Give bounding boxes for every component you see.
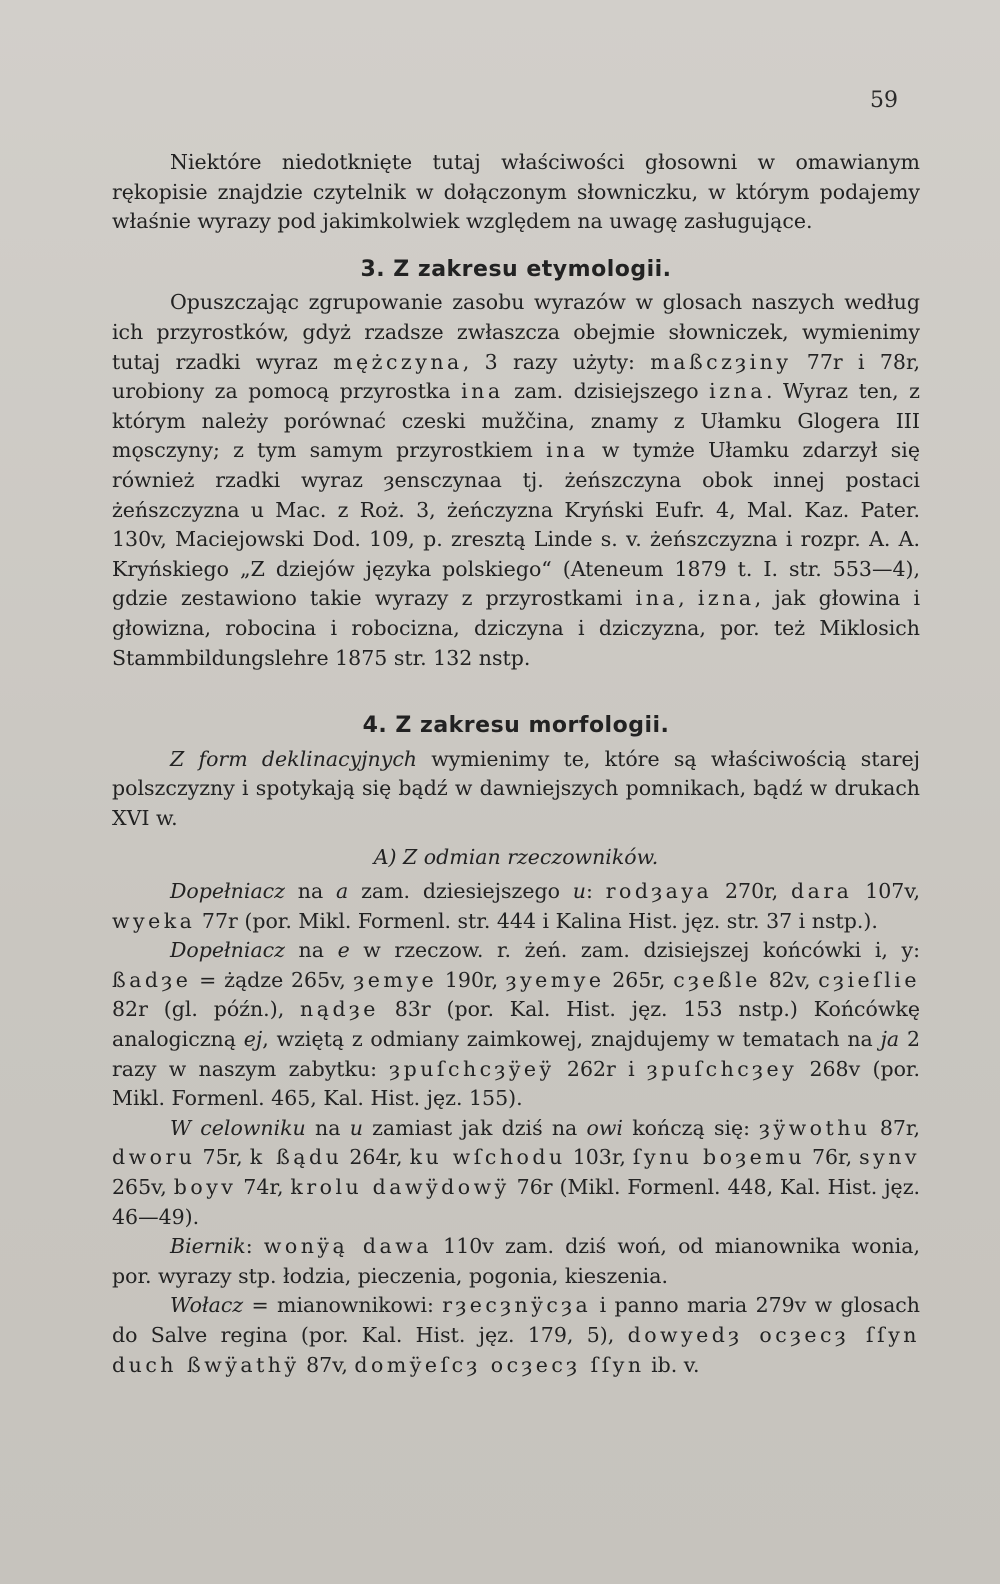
text-span: . Wyraz ten, z którym należy porównać czeski mužčina, znamy z Ułamku Glogera III mǫsczyny; z tym samym przyrostkiem [112,379,920,463]
page-number: 59 [870,88,898,113]
subheading-nouns: A) Z odmian rzeczowników. [373,845,659,870]
text-span: rȝecȝnÿcȝa [442,1293,592,1318]
text-span: = mianownikowi: [243,1293,443,1318]
paragraph-morphology [112,745,920,834]
text-span: 74r, [236,1175,291,1199]
text-span: 82v, [760,967,819,992]
text-span: kończą się: [622,1115,760,1140]
text-span: ȝyemye [505,967,605,992]
paragraph-genitive-a [112,877,920,936]
paragraph-etymology [112,288,920,673]
text-span: na [305,1115,350,1140]
section-heading-morphology: 4. Z zakresu morfologii. [362,713,670,739]
text-span: ku wſchodu [409,1145,566,1170]
text-span: 103r, [565,1145,633,1170]
text-span: ej [243,1027,263,1052]
text-span: 87r, [870,1115,921,1140]
text-span: maßczȝiny [650,349,792,374]
text-span: 270r, [712,879,792,904]
text-span: 77r (por. Mikl. Formenl. str. 444 i Kalina Hist. jęz. str. 37 i nstp.). [195,908,878,933]
text-span: izna [697,586,755,611]
text-span: ina [635,586,679,611]
text-span: u [349,1115,363,1140]
text-span: Dopełniacz [170,938,285,963]
paragraph-intro: Niektóre niedotknięte tutaj właściwości głosowni w omawianym rękopisie znajdzie czytelnik w dołączonym słowniczku, w którym podajemy właśnie wyrazy pod jakimkolwiek względem na uwagę zasługujące. [112,150,920,234]
text-span: boyv [173,1175,237,1199]
text-span: 107v, [852,879,920,904]
text-span: ib. v. [644,1352,700,1377]
text-span: , 3 razy użyty: [462,349,651,374]
text-span: 77r i 78r, urobiony za pomocą przyrostka [112,349,921,404]
text-span: W celowniku [170,1115,306,1140]
text-span: u [572,879,586,904]
text-span: owi [586,1115,623,1140]
text-span: Biernik [170,1234,246,1259]
text-span: 190r, [437,967,506,992]
text-span: na [284,938,338,963]
paragraph-dative [112,1114,920,1232]
text-span: ſynu boȝemu [632,1145,805,1170]
paragraph-genitive-e [112,936,920,1114]
text-span: 110v zam. dziś woń, od mianownika wonia, por. wyrazy stp. łodzia, pieczenia, pogonia, kieszenia. [112,1234,920,1288]
text-span: domÿeſcȝ ocȝecȝ ſſyn [354,1352,645,1377]
text-span: dowyedȝ ocȝecȝ ſſyn duch ßwÿathÿ [112,1322,920,1377]
text-span: 87v, [299,1352,355,1377]
text-span: i panno maria 279v w glosach do Salve regina (por. Kal. Hist. jęz. 179, 5), [112,1293,920,1347]
text-span: 2 razy w naszym zabytku: [112,1027,920,1081]
text-span: 76r, [804,1145,860,1170]
text-span: izna [709,379,766,404]
text-span: wyeka [112,908,196,933]
text-span: mężczyna [333,349,463,374]
text-span: wonÿą dawa [263,1234,432,1259]
paragraph-vocative [112,1291,920,1380]
text-span: Opuszczając zgrupowanie zasobu wyrazów w glosach naszych według ich przyrostków, gdyż rzadsze zwłaszcza obejmie słowniczek, wymienimy tutaj rzadki wyraz [112,290,920,374]
text-span: a [336,879,349,904]
text-span: synv [859,1145,920,1170]
text-span: ßadȝe [112,967,192,992]
text-span: ȝpuſchcȝey [647,1056,798,1081]
text-span: ȝemye [353,967,438,992]
text-span: 262r i [554,1056,647,1081]
text-span: Dopełniacz [170,879,285,904]
text-span: dworu [112,1145,196,1170]
text-span: zam. dziesiejszego [348,879,573,904]
text-span: Wołacz [170,1293,244,1318]
text-span: 268v (por. Mikl. Formenl. 465, Kal. Hist. jęz. 155). [112,1056,920,1111]
text-span: krolu dawÿdowÿ [290,1175,510,1199]
text-span: , wziętą z odmiany zaimkowej, znajdujemy w tematach na [262,1027,881,1052]
text-span: rodȝaya [605,879,713,904]
text-span: zamiast jak dziś na [362,1115,587,1140]
text-span: w tymże Ułamku zdarzył się również rzadki wyraz ȝensczynaa tj. żeńszczyna obok innej postaci żeńszczyzna u Mac. z Roż. 3, żeńczyzna Kryński Eufr. 4, Mal. Kaz. Pater. 130v, Maciejowski Dod. 109, p. zresztą Linde s. v. żeńszczyzna i rozpr. A. A. Kryńskiego „Z dziejów języka polskiego“ (Ateneum 1879 t. I. str. 553—4), gdzie zestawiono takie wyrazy z przyrostkami [112,438,920,611]
text-span: ina [546,438,589,463]
section-heading-etymology: 3. Z zakresu etymologii. [360,256,672,282]
text-span: cȝeßle [673,967,761,992]
text-span: zam. dzisiejszego [503,379,710,404]
text-span: wymienimy te, które są właściwością starej polszczyzny i spotykają się bądź w dawniejszych pomnikach, bądź w drukach XVI w. [112,746,921,830]
text-span: 83r (por. Kal. Hist. jęz. 153 nstp.) Końcówkę analogiczną [112,997,920,1052]
paragraph-accusative [112,1232,920,1291]
text-span: dara [791,879,853,904]
text-span: : [585,879,606,904]
text-span: cȝieſlie [818,967,920,992]
text-span: , [678,586,698,611]
text-span: w rzeczow. r. żeń. zam. dzisiejszej końcówki i, y: [349,938,920,963]
text-span: 76r (Mikl. Formenl. 448, Kal. Hist. jęz. 46—49). [112,1175,921,1229]
text-span: 265v, [112,1175,174,1199]
text-span: na [284,879,337,904]
body-text [112,148,920,1380]
text-span: ȝÿwothu [759,1115,871,1140]
text-span: = żądze 265v, [191,967,354,992]
text-span: , jak głowina i głowizna, robocina i robocizna, dziczyna i dziczyzna, por. też Miklosich Stammbildungslehre 1875 str. 132 nstp. [112,586,920,670]
text-span: k ßądu [249,1145,343,1170]
text-span: ȝpuſchcȝÿeÿ [389,1056,555,1081]
text-span: ina [461,379,504,404]
text-span: 265r, [604,967,674,992]
text-span: e [337,938,350,963]
text-span: 264r, [342,1145,410,1170]
text-span: Z form deklinacyjnych [170,746,418,771]
text-span: ja [880,1027,900,1052]
text-span: 82r (gl. późn.), [112,997,301,1022]
text-span: : [245,1234,264,1259]
text-span: nądȝe [300,997,379,1022]
text-span: 75r, [195,1145,250,1170]
